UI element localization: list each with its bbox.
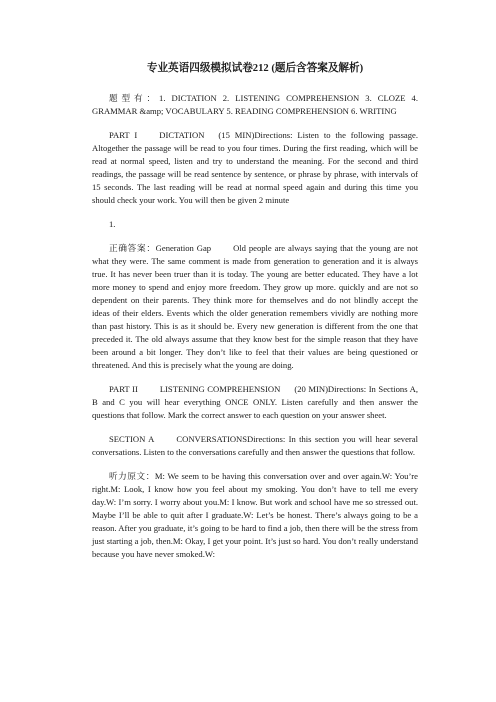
part2-paragraph <box>92 383 418 422</box>
part1-title: DICTATION <box>159 130 205 140</box>
question-types-paragraph <box>92 92 418 118</box>
transcript-paragraph <box>92 470 418 561</box>
transcript-label: 听力原文： <box>109 471 155 481</box>
document-page <box>92 62 418 561</box>
part2-heading: PART II <box>109 384 138 394</box>
part2-directions: (20 MIN)Directions: In Sections A, B and C you will hear everything ONCE ONLY. Listen carefully and then answer the questions that follow. Mark the correct answer to each question on your answer sheet. <box>92 384 419 420</box>
part1-heading: PART I <box>109 130 138 140</box>
transcript-text: M: We seem to be having this conversation over and over again.W: You’re right.M: Look, I know how you feel about my smoking. You don’t have to tell me every day.W: I’m sorry. I worry about you.M: I know. But work and school have me so stressed out. Maybe I’ll be able to quit after I graduate.W: Let’s be honest. There’s always going to be a reason. After you graduate, it’s going to be hard to find a job, then there will be the stress from just starting a job, then.M: Okay, I get your point. It’s just so hard. You don’t really understand because you have never smoked.W: <box>92 471 418 559</box>
question-types-label: 题型有： <box>109 93 160 103</box>
section-a-paragraph <box>92 433 418 459</box>
answer-text: Old people are always saying that the young are not what they were. The same comment is made from generation to generation and it is always true. It has never been truer than it is today. The young are better educated. They have a lot more money to spend and enjoy more freedom. They grow up more. quickly and are not so dependent on their parents. They think more for themselves and do not blindly accept the ideas of their elders. Events which the older generation remembers vividly are nothing more than past history. This is as it should be. Every new generation is different from the one that preceded it. The old always assume that they know best for the simple reason that they have been around a bit longer. They don’t like to feel that their values are being questioned or threatened. And this is precisely what the young are doing. <box>92 243 418 370</box>
section-a-directions: CONVERSATIONSDirections: In this section you will hear several conversations. Listen to the conversations carefully and then answer the questions that follow. <box>92 434 418 457</box>
question-types-list: 1. DICTATION 2. LISTENING COMPREHENSION 3. CLOZE 4. GRAMMAR &amp; VOCABULARY 5. READING COMPREHENSION 6. WRITING <box>92 93 418 116</box>
answer-label: 正确答案： <box>109 243 156 253</box>
part2-title: LISTENING COMPREHENSION <box>159 384 281 394</box>
question-number: 1. <box>109 219 116 229</box>
answer-title: Generation Gap <box>155 243 212 253</box>
part1-paragraph <box>92 129 418 207</box>
part1-directions: (15 MIN)Directions: Listen to the following passage. Altogether the passage will be read to you four times. During the first reading, which will be read at normal speed, listen and try to understand the meaning. For the second and third readings, the passage will be read sentence by sentence, or phrase by phrase, with intervals of 15 seconds. The last reading will be read at normal speed again and during this time you should check your work. You will then be given 2 minute <box>92 130 418 205</box>
section-a-heading: SECTION A <box>109 434 155 444</box>
answer-paragraph <box>92 242 418 372</box>
document-title: 专业英语四级模拟试卷212 (题后含答案及解析) <box>146 63 364 74</box>
